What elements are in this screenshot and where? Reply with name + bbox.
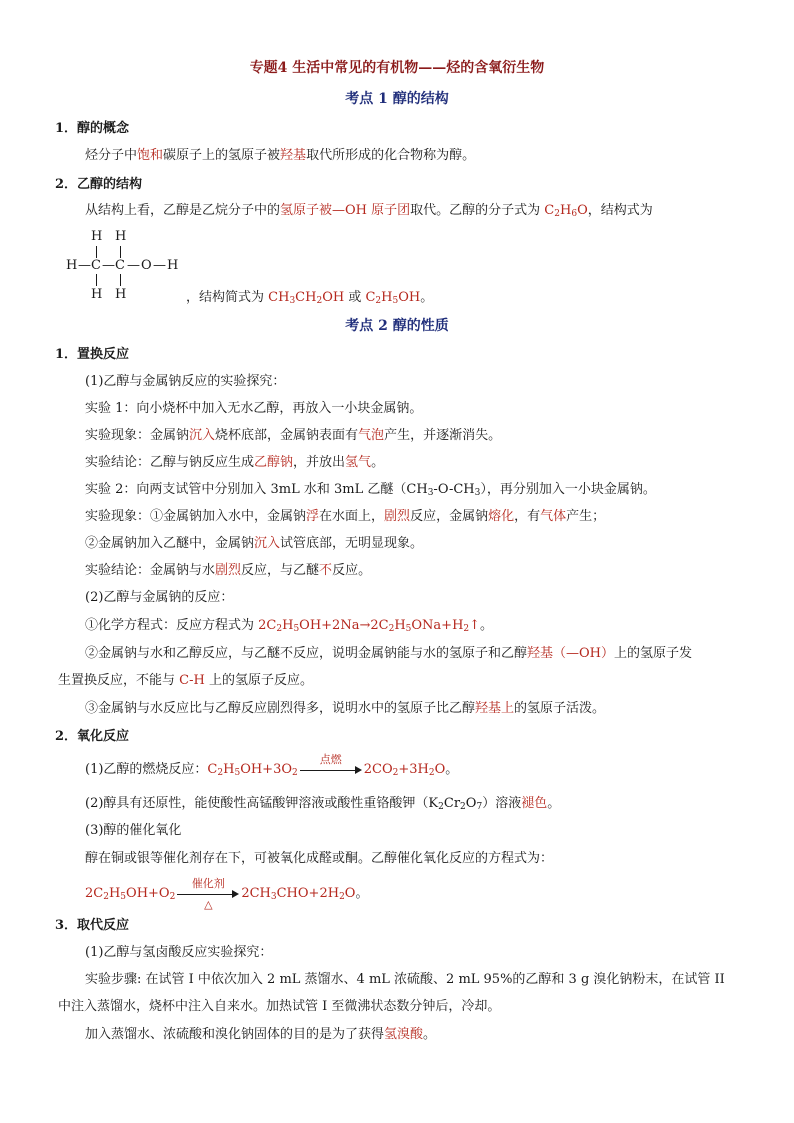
catalytic-oxidation-equation: $2C_2H_5OH+O_2$ 催化剂 △ $2CH_3CHO+2H_2O$。 xyxy=(85,876,369,911)
halide-experiment-steps-2: 中注入蒸馏水，烧杯中注入自来水。加热试管 I 至微沸状态数分钟后，冷却。 xyxy=(58,999,501,1014)
heading-substitution-reaction: 1．置换反应 xyxy=(55,347,130,362)
reaction-arrow: 点燃 xyxy=(300,762,362,778)
heading-oxidation-reaction: 2．氧化反应 xyxy=(55,729,130,744)
heading-ethanol-structure: 2．乙醇的结构 xyxy=(55,177,143,192)
experiment-1-phenomenon: 实验现象：金属钠沉入烧杯底部，金属钠表面有气泡产生，并逐渐消失。 xyxy=(85,428,502,443)
halide-experiment-steps-1: 实验步骤: 在试管 I 中依次加入 2 mL 蒸馏水、4 mL 浓硫酸、2 mL 95%的乙醇和 3 g 溴化钠粉末，在试管 II xyxy=(85,972,725,987)
halide-experiment-intro: (1)乙醇与氢卤酸反应实验探究： xyxy=(85,945,273,960)
structural-simplified-formula: ，结构简式为 $CH_3CH_2OH$ 或 $C_2H_5OH$。 xyxy=(186,290,434,306)
experiment-1-conclusion: 实验结论：乙醇与钠反应生成乙醇钠，并放出氢气。 xyxy=(85,455,385,470)
explanation-3: ③金属钠与水反应比与乙醇反应剧烈得多，说明水中的氢原子比乙醇羟基上的氢原子活泼。 xyxy=(85,701,606,716)
combustion-equation: (1)乙醇的燃烧反应：$C_2H_5OH+3O_2$ 点燃 $2CO_2+3H_2O$。 xyxy=(85,752,459,778)
experiment-1: 实验 1：向小烧杯中加入无水乙醇，再放入一小块金属钠。 xyxy=(85,401,423,416)
paragraph-alcohol-concept: 烃分子中饱和碳原子上的氢原子被羟基取代所形成的化合物称为醇。 xyxy=(85,148,476,163)
halide-experiment-purpose: 加入蒸馏水、浓硫酸和溴化钠固体的目的是为了获得氢溴酸。 xyxy=(85,1027,437,1042)
explanation-2-line1: ②金属钠与水和乙醇反应，与乙醚不反应，说明金属钠能与水的氢原子和乙醇羟基（—OH）上的氢原子发 xyxy=(85,646,693,661)
heading-alcohol-concept: 1．醇的概念 xyxy=(55,121,130,136)
reaction-intro: (2)乙醇与金属钠的反应： xyxy=(85,590,234,605)
experiment-2-phenomenon-water: 实验现象：①金属钠加入水中，金属钠浮在水面上，剧烈反应，金属钠熔化，有气体产生； xyxy=(85,509,606,524)
catalytic-oxidation-text: 醇在铜或银等催化剂存在下，可被氧化成醛或酮。乙醇催化氧化反应的方程式为： xyxy=(85,851,554,866)
document-title: 专题4 生活中常见的有机物——烃的含氧衍生物 xyxy=(249,60,545,76)
reaction-equation: ①化学方程式：反应方程式为 $2C_2H_5OH+2Na\to 2C_2H_5ONa+H_2↑$。 xyxy=(85,618,494,634)
experiment-2: 实验 2：向两支试管中分别加入 3mL 水和 3mL 乙醚$(CH_3-O-CH_3)$，再分别加入一小块金属钠。 xyxy=(85,482,656,498)
explanation-2-line2: 生置换反应，不能与 C-H 上的氢原子反应。 xyxy=(58,673,313,688)
experiment-2-conclusion: 实验结论：金属钠与水剧烈反应，与乙醚不反应。 xyxy=(85,563,372,578)
reducibility-text: (2)醇具有还原性，能使酸性高锰酸钾溶液或酸性重铬酸钾$(K_2Cr_2O_7)$溶液褪色。 xyxy=(85,796,561,812)
catalytic-oxidation-heading: (3)醇的催化氧化 xyxy=(85,823,182,838)
experiment-2-phenomenon-ether: ②金属钠加入乙醚中，金属钠沉入试管底部，无明显现象。 xyxy=(85,536,424,551)
section-title-kaodian-2: 考点 2 醇的性质 xyxy=(345,318,449,334)
section-title-kaodian-1: 考点 1 醇的结构 xyxy=(345,91,449,107)
reaction-arrow-catalyst: 催化剂 △ xyxy=(177,886,239,902)
ethanol-structural-formula: H H H — C — C — O — H H H xyxy=(66,229,179,302)
experiment-intro: (1)乙醇与金属钠反应的实验探究： xyxy=(85,374,286,389)
paragraph-ethanol-structure: 从结构上看，乙醇是乙烷分子中的氢原子被—OH 原子团取代。乙醇的分子式为 $C_2H_6O$，结构式为 xyxy=(85,203,653,219)
heading-substitution: 3．取代反应 xyxy=(55,918,130,933)
